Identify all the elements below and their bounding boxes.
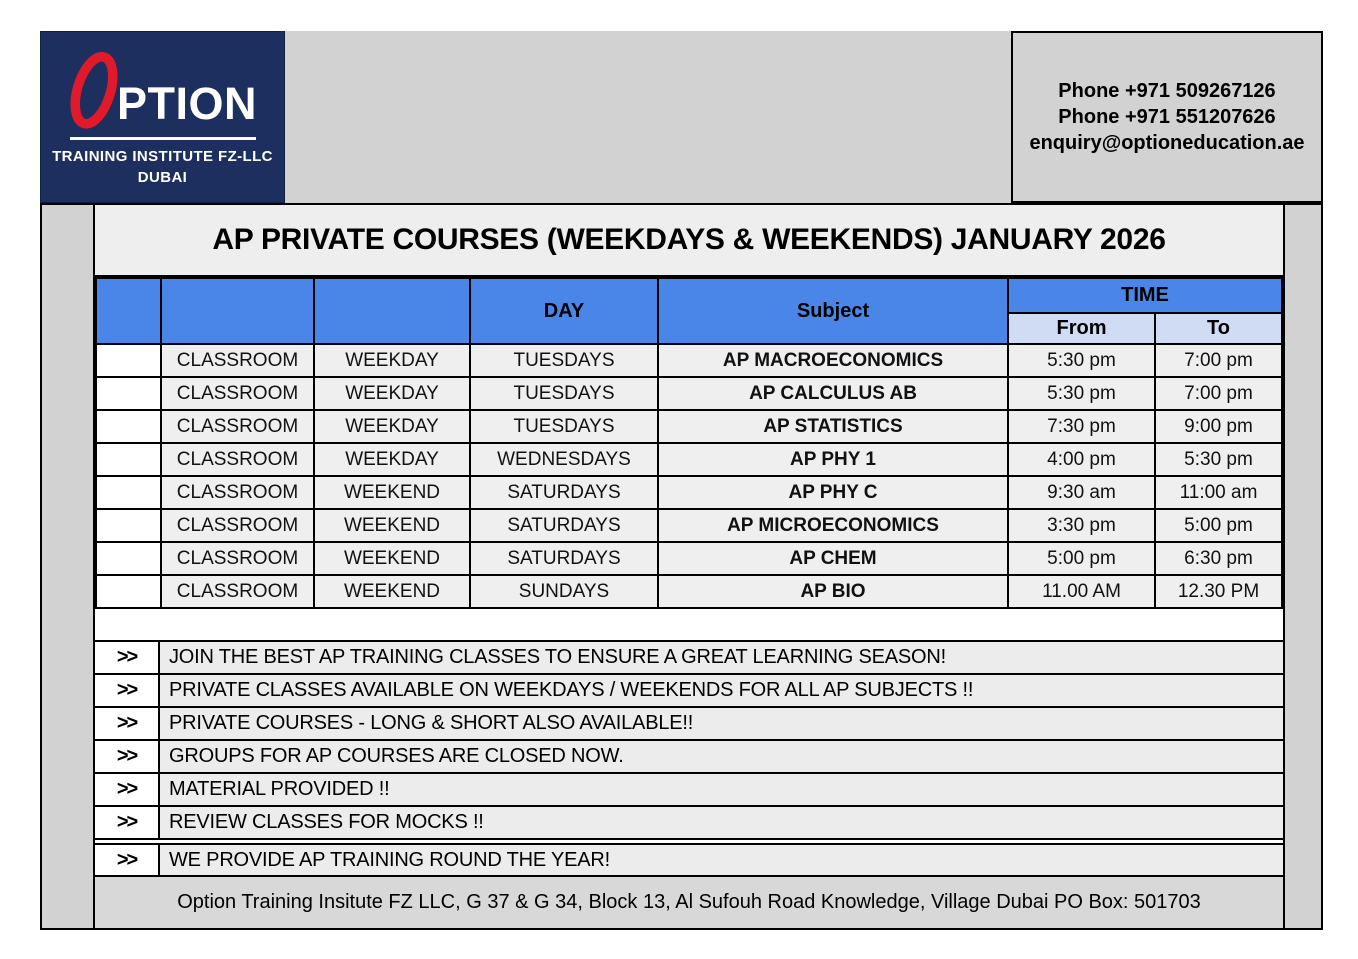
venue-cell: CLASSROOM [161, 377, 314, 410]
header-to: To [1155, 313, 1282, 344]
schedule-row-5 [96, 476, 1282, 509]
note-text: GROUPS FOR AP COURSES ARE CLOSED NOW. [160, 741, 1283, 772]
note-text: JOIN THE BEST AP TRAINING CLASSES TO ENSURE A GREAT LEARNING SEASON! [160, 642, 1283, 673]
schedule-row-1 [96, 344, 1282, 377]
from-cell: 4:00 pm [1008, 443, 1155, 476]
note-row-5 [95, 774, 1283, 807]
mode-cell: WEEKDAY [314, 410, 470, 443]
row-blank-cell [96, 344, 161, 377]
logo-city: DUBAI [137, 168, 188, 186]
header-blank-b [161, 278, 314, 344]
venue-cell: CLASSROOM [161, 443, 314, 476]
note-text: PRIVATE COURSES - LONG & SHORT ALSO AVAILABLE!! [160, 708, 1283, 739]
subject-cell: AP PHY 1 [658, 443, 1008, 476]
venue-cell: CLASSROOM [161, 344, 314, 377]
mode-cell: WEEKDAY [314, 443, 470, 476]
header-day: DAY [470, 278, 658, 344]
contact-phone-1: Phone +971 509267126 [1058, 80, 1276, 102]
from-cell: 5:30 pm [1008, 344, 1155, 377]
schedule-row-8 [96, 575, 1282, 608]
mode-cell: WEEKDAY [314, 377, 470, 410]
schedule-table [95, 277, 1283, 609]
note-text: PRIVATE CLASSES AVAILABLE ON WEEKDAYS / WEEKENDS FOR ALL AP SUBJECTS !! [160, 675, 1283, 706]
content-area [95, 205, 1283, 928]
from-cell: 3:30 pm [1008, 509, 1155, 542]
footer-address: Option Training Insitute FZ LLC, G 37 & G 34, Block 13, Al Sufouh Road Knowledge, Village Dubai PO Box: 501703 [95, 877, 1283, 928]
top-band-spacer [285, 31, 1011, 203]
header-from: From [1008, 313, 1155, 344]
row-blank-cell [96, 509, 161, 542]
contact-email: enquiry@optioneducation.ae [1029, 132, 1305, 154]
row-blank-cell [96, 410, 161, 443]
logo-divider [70, 137, 256, 140]
venue-cell: CLASSROOM [161, 476, 314, 509]
note-marker: >> [95, 807, 160, 838]
day-cell: SATURDAYS [470, 509, 658, 542]
subject-cell: AP PHY C [658, 476, 1008, 509]
mode-cell: WEEKEND [314, 575, 470, 608]
option-logo [40, 31, 285, 203]
contact-box [1011, 31, 1323, 203]
mode-cell: WEEKDAY [314, 344, 470, 377]
day-cell: WEDNESDAYS [470, 443, 658, 476]
row-blank-cell [96, 542, 161, 575]
subject-cell: AP MACROECONOMICS [658, 344, 1008, 377]
left-margin-column [42, 205, 95, 928]
logo-subtitle: TRAINING INSTITUTE FZ-LLC [52, 148, 273, 166]
schedule-row-4 [96, 443, 1282, 476]
note-row-4 [95, 741, 1283, 774]
option-o-icon [68, 46, 120, 138]
schedule-row-3 [96, 410, 1282, 443]
venue-cell: CLASSROOM [161, 575, 314, 608]
contact-phone-2: Phone +971 551207626 [1058, 106, 1276, 128]
empty-row [95, 609, 1283, 642]
day-cell: TUESDAYS [470, 344, 658, 377]
from-cell: 7:30 pm [1008, 410, 1155, 443]
mode-cell: WEEKEND [314, 476, 470, 509]
note-row-6 [95, 807, 1283, 840]
venue-cell: CLASSROOM [161, 542, 314, 575]
flyer-sheet [40, 31, 1323, 930]
schedule-row-7 [96, 542, 1282, 575]
to-cell: 9:00 pm [1155, 410, 1282, 443]
day-cell: SATURDAYS [470, 542, 658, 575]
row-blank-cell [96, 443, 161, 476]
logo-wordmark-row [68, 46, 257, 128]
subject-cell: AP MICROECONOMICS [658, 509, 1008, 542]
subject-cell: AP STATISTICS [658, 410, 1008, 443]
main-frame [40, 203, 1323, 930]
venue-cell: CLASSROOM [161, 509, 314, 542]
row-blank-cell [96, 377, 161, 410]
note-row-1 [95, 642, 1283, 675]
note-marker: >> [95, 675, 160, 706]
note-row-3 [95, 708, 1283, 741]
right-margin-column [1283, 205, 1321, 928]
note-marker: >> [95, 845, 160, 875]
schedule-row-6 [96, 509, 1282, 542]
header-row-1 [96, 278, 1282, 313]
from-cell: 5:00 pm [1008, 542, 1155, 575]
from-cell: 11.00 AM [1008, 575, 1155, 608]
to-cell: 7:00 pm [1155, 377, 1282, 410]
to-cell: 11:00 am [1155, 476, 1282, 509]
to-cell: 6:30 pm [1155, 542, 1282, 575]
to-cell: 7:00 pm [1155, 344, 1282, 377]
note-marker: >> [95, 708, 160, 739]
logo-wordmark: PTION [116, 78, 257, 130]
note-text: MATERIAL PROVIDED !! [160, 774, 1283, 805]
mode-cell: WEEKEND [314, 542, 470, 575]
header-blank-a [96, 278, 161, 344]
subject-cell: AP BIO [658, 575, 1008, 608]
to-cell: 5:30 pm [1155, 443, 1282, 476]
page-title: AP PRIVATE COURSES (WEEKDAYS & WEEKENDS) JANUARY 2026 [95, 205, 1283, 277]
day-cell: SATURDAYS [470, 476, 658, 509]
note-row-2 [95, 675, 1283, 708]
venue-cell: CLASSROOM [161, 410, 314, 443]
subject-cell: AP CALCULUS AB [658, 377, 1008, 410]
subject-cell: AP CHEM [658, 542, 1008, 575]
note-marker: >> [95, 642, 160, 673]
note-row-7 [95, 845, 1283, 877]
note-text: WE PROVIDE AP TRAINING ROUND THE YEAR! [160, 845, 1283, 875]
day-cell: SUNDAYS [470, 575, 658, 608]
top-band [40, 31, 1323, 203]
header-time: TIME [1008, 278, 1282, 313]
to-cell: 5:00 pm [1155, 509, 1282, 542]
note-text: REVIEW CLASSES FOR MOCKS !! [160, 807, 1283, 838]
row-blank-cell [96, 575, 161, 608]
from-cell: 5:30 pm [1008, 377, 1155, 410]
mode-cell: WEEKEND [314, 509, 470, 542]
note-marker: >> [95, 741, 160, 772]
header-subject: Subject [658, 278, 1008, 344]
note-marker: >> [95, 774, 160, 805]
day-cell: TUESDAYS [470, 410, 658, 443]
from-cell: 9:30 am [1008, 476, 1155, 509]
day-cell: TUESDAYS [470, 377, 658, 410]
header-blank-c [314, 278, 470, 344]
schedule-row-2 [96, 377, 1282, 410]
to-cell: 12.30 PM [1155, 575, 1282, 608]
row-blank-cell [96, 476, 161, 509]
